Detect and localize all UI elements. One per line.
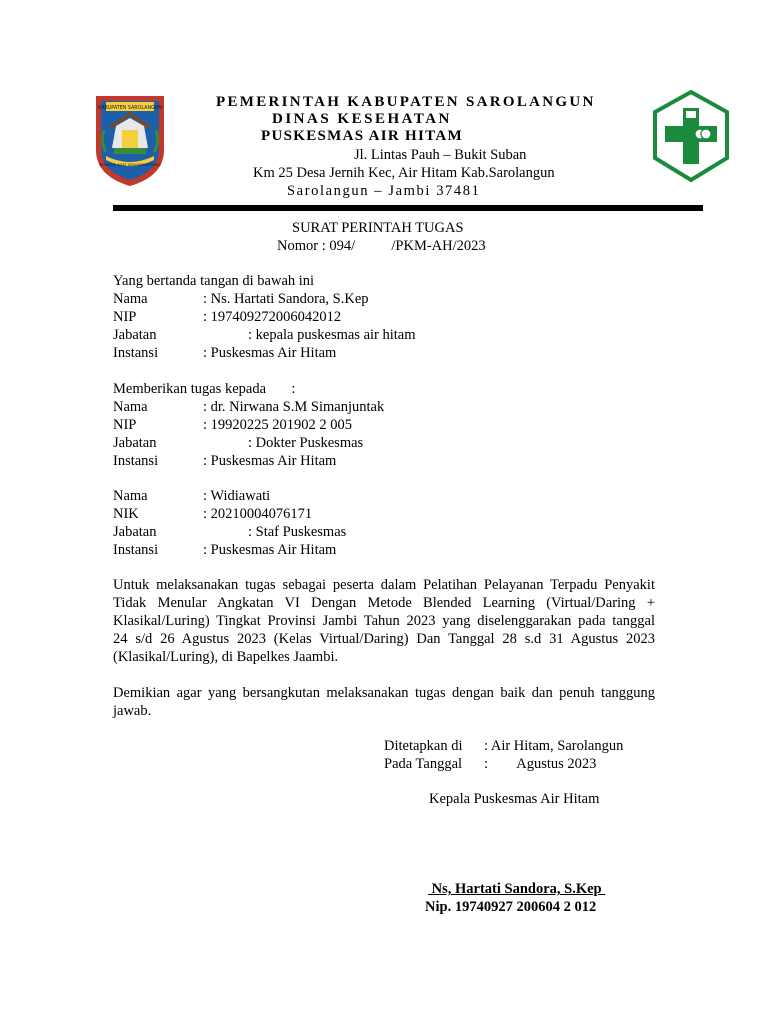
purpose-line: Tidak Menular Angkatan VI Dengan Metode Blended Learning (Virtual/Daring +: [113, 595, 655, 611]
signer-nip-label: NIP: [113, 309, 137, 325]
assignee1-position-label: Jabatan: [113, 435, 157, 451]
assignee2-position-label: Jabatan: [113, 524, 157, 540]
emblem-bottom-text: SEPUCUK ADAT SERUMPUN PSEKO: [99, 163, 161, 167]
signer-intro: Yang bertanda tangan di bawah ini: [113, 273, 315, 289]
assignee1-position-value: : Dokter Puskesmas: [248, 435, 364, 451]
assignee2-agency-value: : Puskesmas Air Hitam: [203, 542, 337, 558]
assignee2-name-value: : Widiawati: [203, 488, 271, 504]
letterhead-puskesmas: PUSKESMAS AIR HITAM: [261, 128, 463, 144]
signer-agency-value: : Puskesmas Air Hitam: [203, 345, 337, 361]
assignee2-agency-label: Instansi: [113, 542, 159, 558]
assignee2-nik-value: : 20210004076171: [203, 506, 313, 522]
assignee-intro: Memberikan tugas kepada :: [113, 381, 296, 397]
signer-agency-label: Instansi: [113, 345, 159, 361]
letter-title: SURAT PERINTAH TUGAS: [292, 220, 464, 236]
signer-position-label: Jabatan: [113, 327, 157, 343]
date-value: : Agustus 2023: [484, 756, 597, 772]
purpose-line: Klasikal/Luring) Tingkat Provinsi Jambi Tahun 2023 yang diselenggarakan pada tanggal: [113, 613, 655, 629]
place-value: : Air Hitam, Sarolangun: [484, 738, 624, 754]
puskesmas-logo-icon: [651, 88, 731, 184]
signer-signature-nip: Nip. 19740927 200604 2 012: [425, 899, 597, 915]
letterhead-government: PEMERINTAH KABUPATEN SAROLANGUN: [216, 94, 596, 110]
letterhead-department: DINAS KESEHATAN: [272, 111, 452, 127]
assignee2-name-label: Nama: [113, 488, 148, 504]
closing-paragraph: [113, 684, 655, 720]
purpose-line: Untuk melaksanakan tugas sebagai peserta dalam Pelatihan Pelayanan Terpadu Penyakit: [113, 577, 655, 593]
signer-name-label: Nama: [113, 291, 148, 307]
signer-nip-value: : 197409272006042012: [203, 309, 342, 325]
date-label: Pada Tanggal: [384, 756, 463, 772]
emblem-top-text: KABUPATEN SAROLANGUN: [98, 106, 162, 111]
purpose-paragraph: [113, 576, 655, 666]
assignee1-nip-value: : 19920225 201902 2 005: [203, 417, 353, 433]
regency-emblem: [92, 90, 168, 188]
place-label: Ditetapkan di: [384, 738, 463, 754]
letterhead-address-village: Km 25 Desa Jernih Kec, Air Hitam Kab.Sarolangun: [253, 165, 555, 181]
assignee1-agency-value: : Puskesmas Air Hitam: [203, 453, 337, 469]
assignee2-nik-label: NIK: [113, 506, 139, 522]
signer-position-title: Kepala Puskesmas Air Hitam: [429, 791, 600, 807]
assignee1-name-label: Nama: [113, 399, 148, 415]
signer-position-value: : kepala puskesmas air hitam: [248, 327, 416, 343]
letter-number: Nomor : 094/ /PKM-AH/2023: [277, 238, 486, 254]
closing-line: Demikian agar yang bersangkutan melaksanakan tugas dengan baik dan penuh tanggung: [113, 685, 655, 701]
assignee1-nip-label: NIP: [113, 417, 137, 433]
letterhead-address-city: Sarolangun – Jambi 37481: [287, 183, 481, 199]
assignee1-agency-label: Instansi: [113, 453, 159, 469]
assignee2-position-value: : Staf Puskesmas: [248, 524, 347, 540]
assignee1-name-value: : dr. Nirwana S.M Simanjuntak: [203, 399, 385, 415]
closing-line: jawab.: [113, 703, 152, 719]
purpose-line: (Klasikal/Luring), di Bapelkes Jaambi.: [113, 649, 339, 665]
letterhead-divider: [113, 205, 703, 211]
signer-signature-name: Ns, Hartati Sandora, S.Kep: [428, 881, 606, 897]
letterhead-address-street: Jl. Lintas Pauh – Bukit Suban: [354, 147, 527, 163]
purpose-line: 24 s/d 26 Agustus 2023 (Kelas Virtual/Daring) Dan Tanggal 28 s.d 31 Agustus 2023: [113, 631, 655, 647]
signer-name-value: : Ns. Hartati Sandora, S.Kep: [203, 291, 369, 307]
